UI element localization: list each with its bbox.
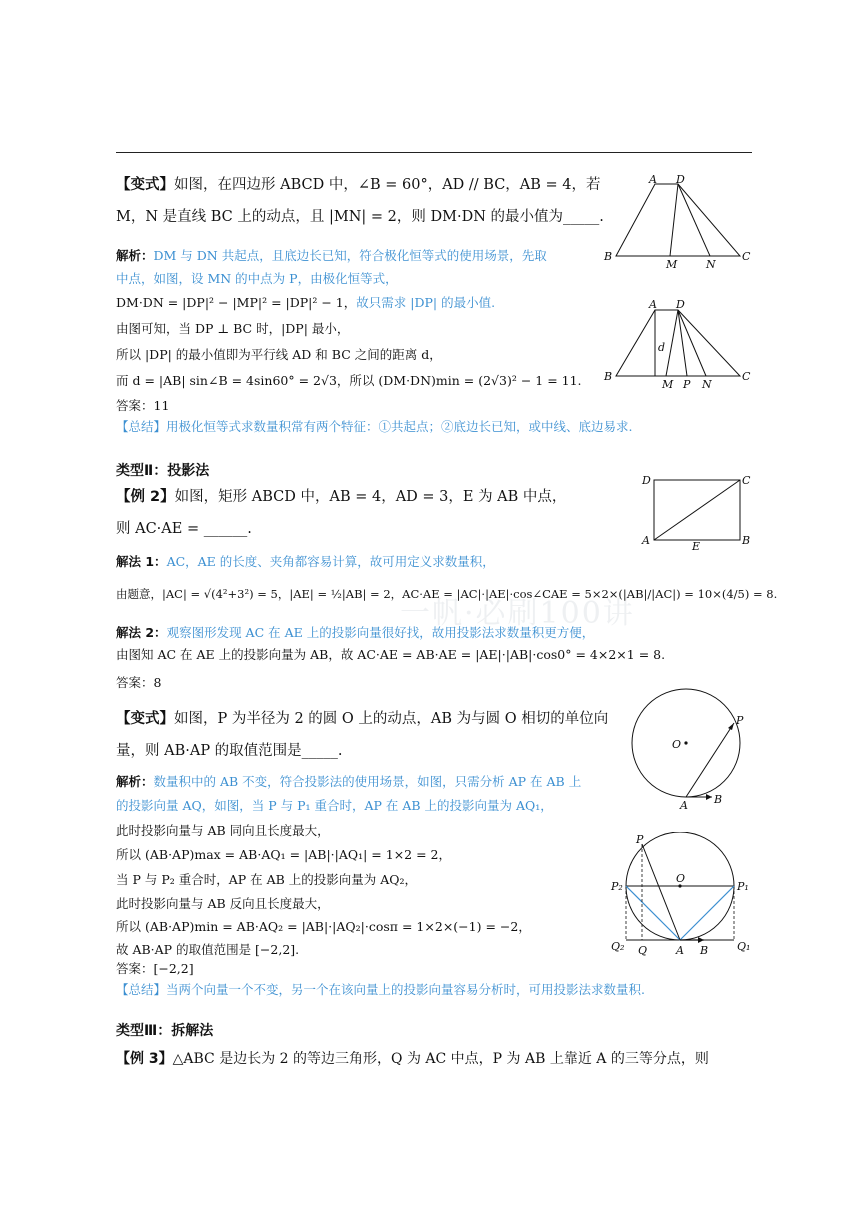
fig2-label-P: P <box>683 378 691 391</box>
variant2-answer: 答案：[−2,2] <box>116 961 194 976</box>
fig1-label-D: D <box>676 173 685 186</box>
fig5-label-P2: P₂ <box>611 880 623 893</box>
fig5-label-O: O <box>676 872 686 885</box>
fig1-label-C: C <box>742 250 751 263</box>
example2-line1 <box>116 488 566 506</box>
fig2-label-N: N <box>702 378 712 391</box>
figure-circle-projection <box>606 832 762 958</box>
variant1-summary: 【总结】用极化恒等式求数量积常有两个特征：①共起点；②底边长已知，或中线、底边易求. <box>116 419 633 434</box>
figure-trapezoid <box>600 172 760 272</box>
example2-m2-label: 解法 2： <box>116 625 167 640</box>
variant2-sol1 <box>116 773 581 791</box>
type3-heading: 类型Ⅲ：拆解法 <box>116 1023 214 1039</box>
fig3-label-D: D <box>642 474 651 487</box>
fig2-label-B: B <box>604 370 613 383</box>
variant1-sol1-text: DM 与 DN 共起点，且底边长已知，符合极化恒等式的使用场景，先取 <box>153 248 547 263</box>
fig2-label-d: d <box>658 341 666 354</box>
figure-circle-tangent <box>620 686 760 812</box>
fig2-label-M: M <box>662 378 674 391</box>
variant2-sol7: 所以 (AB·AP)min = AB·AQ₂ = |AB|·|AQ₂|·cosπ = 1×2×(−1) = −2， <box>116 919 531 934</box>
example2-m2-text: 观察图形发现 AC 在 AE 上的投影向量很好找，故用投影法求数量积更方便， <box>166 625 595 640</box>
variant2-line1 <box>116 710 608 728</box>
fig5-label-Q2: Q₂ <box>611 940 625 953</box>
variant1-answer: 答案：11 <box>116 398 170 413</box>
variant2-tag: 【变式】 <box>116 711 174 727</box>
variant1-line2: M，N 是直线 BC 上的动点，且 |MN| = 2，则 DM·DN 的最小值为_____. <box>116 209 604 225</box>
example2-m1-label: 解法 1： <box>116 554 167 569</box>
variant2-text1: 如图，P 为半径为 2 的圆 O 上的动点，AB 为与圆 O 相切的单位向 <box>174 711 609 727</box>
fig3-label-C: C <box>742 474 751 487</box>
example2-m2-calc: 由图知 AC 在 AE 上的投影向量为 AB，故 AC·AE = AB·AE = |AE|·|AB|·cos0° = 4×2×1 = 8. <box>116 647 666 662</box>
variant1-sol6: 而 d = |AB| sin∠B = 4sin60° = 2√3，所以 (DM·DN)min = (2√3)² − 1 = 11. <box>116 373 582 388</box>
fig1-label-B: B <box>604 250 613 263</box>
variant2-sol1-text: 数量积中的 AB 不变，符合投影法的使用场景，如图，只需分析 AP 在 AB 上 <box>153 774 582 789</box>
variant1-sol2: 中点，如图，设 MN 的中点为 P，由极化恒等式， <box>116 271 398 286</box>
fig3-label-A: A <box>642 534 650 547</box>
fig5-label-Q1: Q₁ <box>737 940 751 953</box>
fig5-label-A: A <box>676 944 684 957</box>
fig4-label-A: A <box>680 799 688 812</box>
variant1-sol-label: 解析： <box>116 248 154 263</box>
variant1-tag: 【变式】 <box>116 177 174 193</box>
fig1-label-M: M <box>666 258 678 271</box>
variant1-sol1 <box>116 247 547 265</box>
fig2-label-C: C <box>742 370 751 383</box>
fig1-label-N: N <box>706 258 716 271</box>
fig4-label-O: O <box>672 738 682 751</box>
variant1-sol5: 所以 |DP| 的最小值即为平行线 AD 和 BC 之间的距离 d， <box>116 347 442 362</box>
fig1-label-A: A <box>649 173 657 186</box>
fig3-label-B: B <box>742 534 751 547</box>
example2-m1 <box>116 553 495 571</box>
variant2-line2: 量，则 AB·AP 的取值范围是_____. <box>116 743 343 759</box>
fig2-label-D: D <box>676 298 685 311</box>
fig5-label-B: B <box>700 944 709 957</box>
example2-tag: 【例 2】 <box>116 489 175 505</box>
variant2-sol6: 此时投影向量与 AB 反向且长度最大， <box>116 896 330 911</box>
variant2-sol8: 故 AB·AP 的取值范围是 [−2,2]. <box>116 942 300 957</box>
variant2-sol5: 当 P 与 P₂ 重合时，AP 在 AB 上的投影向量为 AQ₂， <box>116 872 418 887</box>
example2-m1-calc: 由题意，|AC| = √(4²+3²) = 5，|AE| = ½|AB| = 2，AC·AE = |AC|·|AE|·cos∠CAE = 5×2×(|AB|/|AC|) = 10×(4/5) = 8. <box>116 587 778 601</box>
fig2-label-A: A <box>649 298 657 311</box>
example3-text1: △ABC 是边长为 2 的等边三角形，Q 为 AC 中点，P 为 AB 上靠近 A 的三等分点，则 <box>172 1051 709 1067</box>
watermark: 一帆·必刷100讲 <box>400 596 635 631</box>
fig3-label-E: E <box>692 540 701 550</box>
variant1-sol3 <box>116 294 495 312</box>
example3-tag: 【例 3】 <box>116 1051 173 1067</box>
example2-line2: 则 AC·AE = ______. <box>116 521 252 537</box>
figure-trapezoid-height <box>600 296 760 396</box>
fig4-label-P: P <box>736 714 744 727</box>
fig5-label-P: P <box>636 833 644 846</box>
variant1-sol4: 由图可知，当 DP ⊥ BC 时，|DP| 最小， <box>116 321 350 336</box>
example2-m1-text: AC，AE 的长度、夹角都容易计算，故可用定义求数量积， <box>166 554 495 569</box>
example2-m2 <box>116 624 594 642</box>
variant2-sol2: 的投影向量 AQ，如图，当 P 与 P₁ 重合时，AP 在 AB 上的投影向量为 AQ₁， <box>116 798 553 813</box>
fig4-label-B: B <box>714 793 723 806</box>
header-rule <box>116 152 752 153</box>
variant1-line1 <box>116 176 601 194</box>
variant1-sol3a: DM·DN = |DP|² − |MP|² = |DP|² − 1， <box>116 295 357 310</box>
variant2-sol4: 所以 (AB·AP)max = AB·AQ₁ = |AB|·|AQ₁| = 1×2 = 2， <box>116 847 452 862</box>
example2-text1: 如图，矩形 ABCD 中，AB = 4，AD = 3，E 为 AB 中点， <box>174 489 567 505</box>
variant1-text1: 如图，在四边形 ABCD 中，∠B = 60°，AD // BC，AB = 4，若 <box>174 177 601 193</box>
example2-answer: 答案：8 <box>116 675 162 690</box>
fig5-label-P1: P₁ <box>737 880 749 893</box>
figure-rectangle <box>636 470 756 550</box>
variant2-summary: 【总结】当两个向量一个不变，另一个在该向量上的投影向量容易分析时，可用投影法求数量积. <box>116 982 645 997</box>
type2-heading: 类型Ⅱ：投影法 <box>116 463 210 479</box>
variant2-sol-label: 解析： <box>116 774 154 789</box>
fig5-label-Q: Q <box>638 944 648 957</box>
example3-line1 <box>116 1050 709 1068</box>
variant2-sol3: 此时投影向量与 AB 同向且长度最大， <box>116 823 330 838</box>
variant1-sol3b: 故只需求 |DP| 的最小值. <box>356 295 496 310</box>
